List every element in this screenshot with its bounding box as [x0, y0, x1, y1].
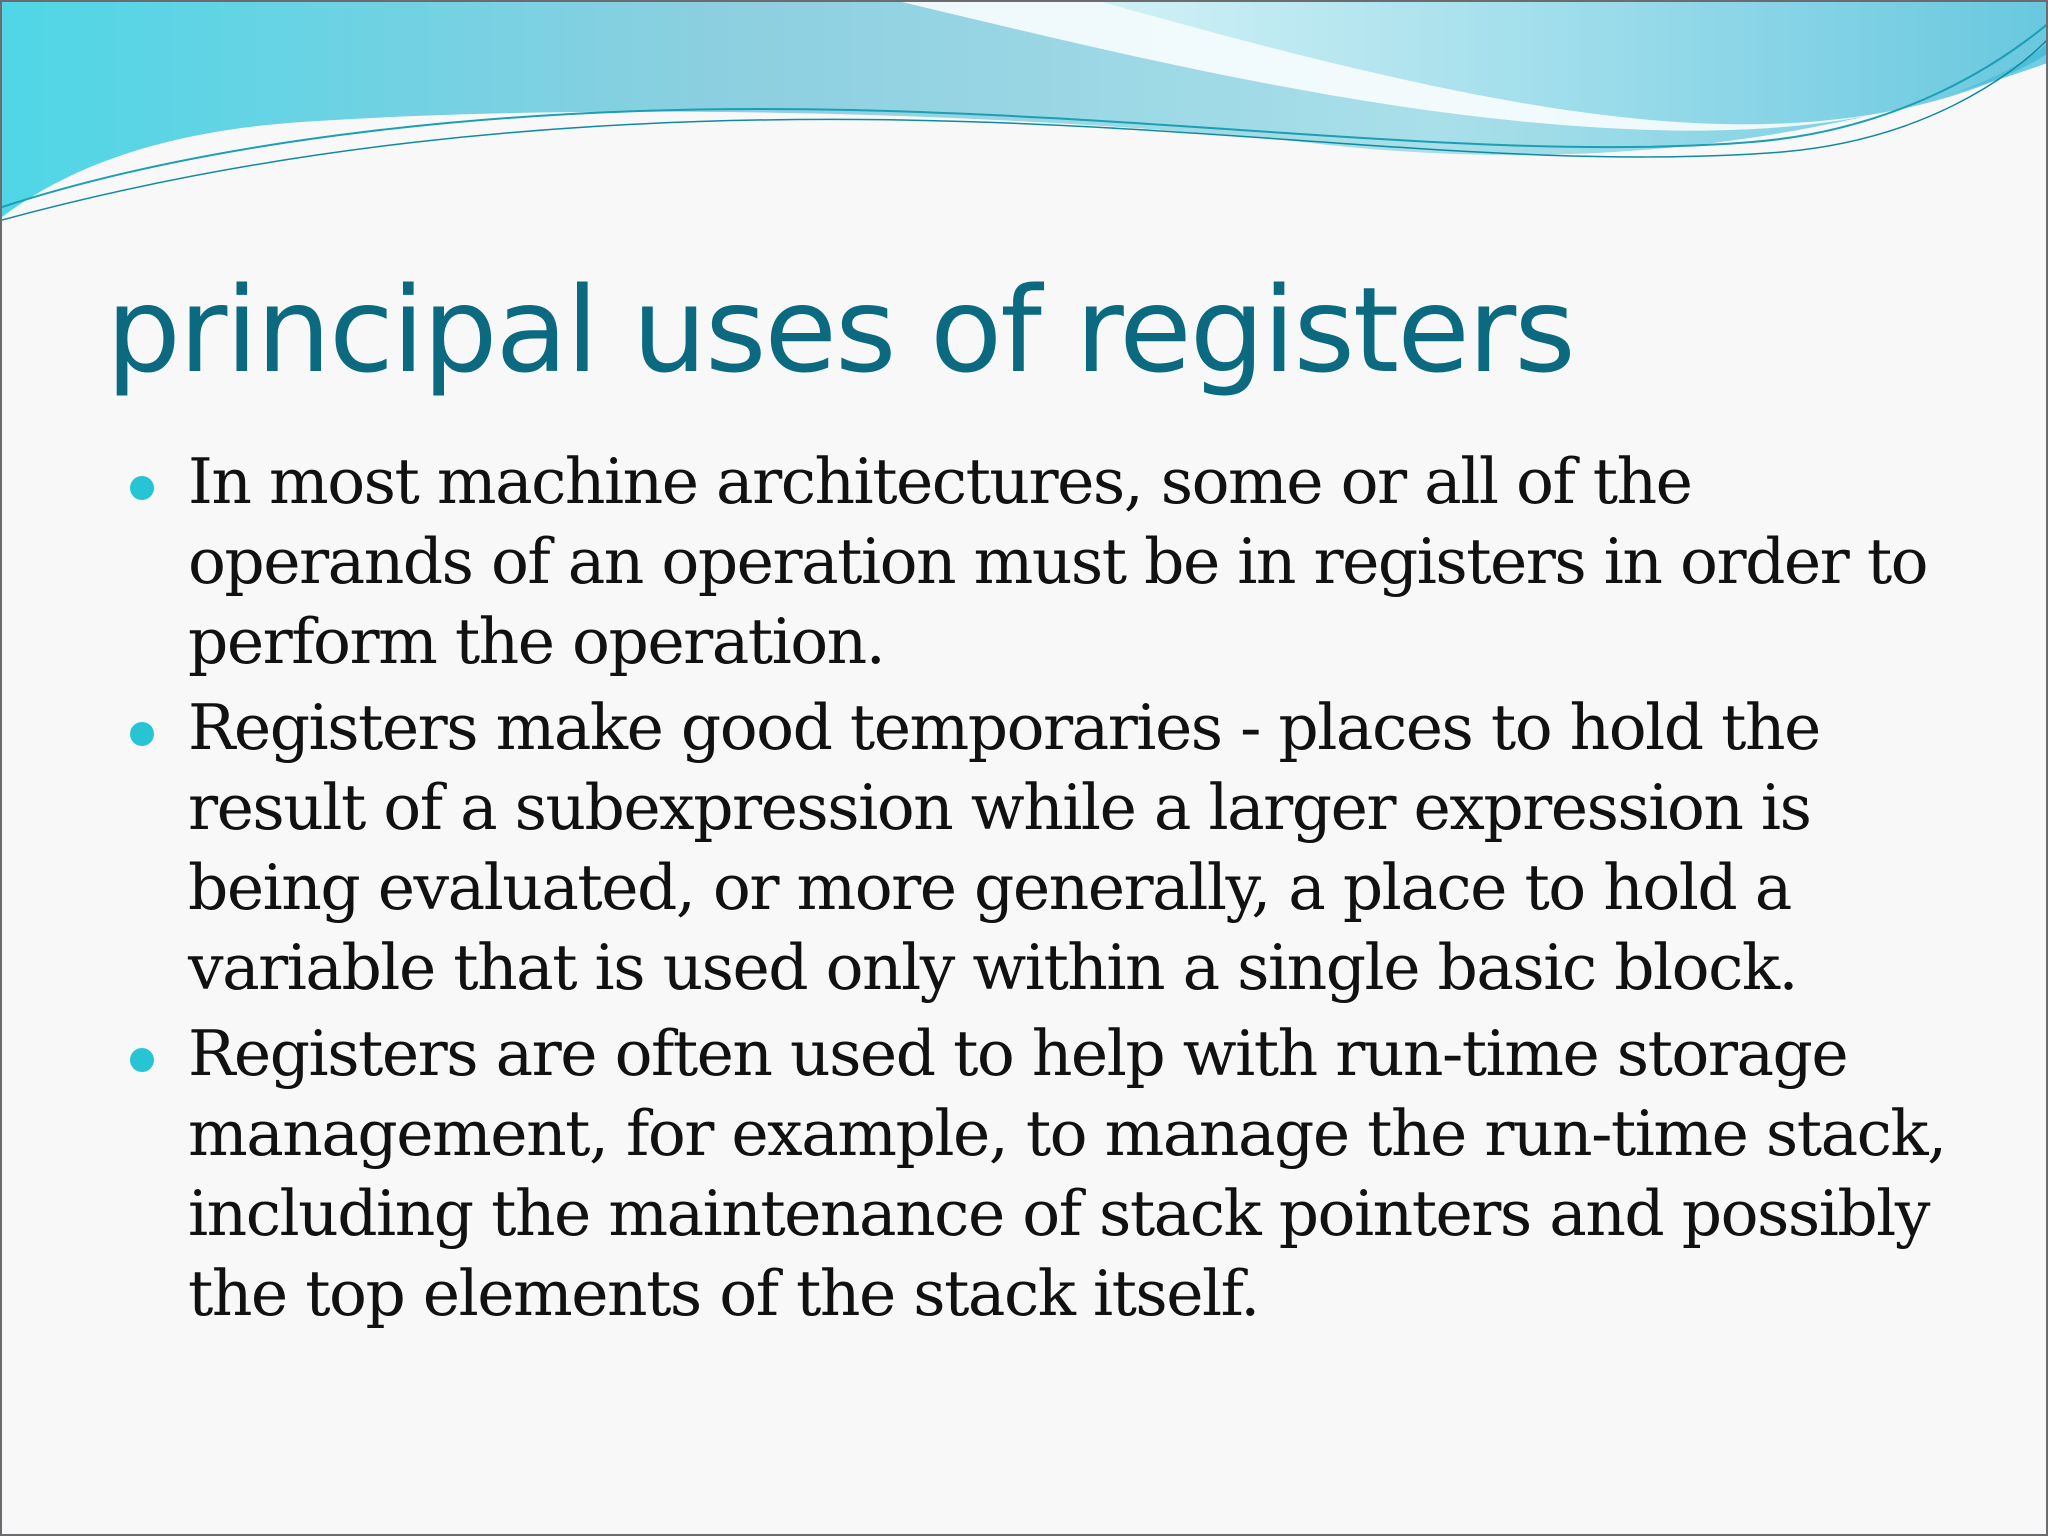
bullet-list	[130, 442, 1990, 1340]
bullet-item	[130, 688, 1990, 1008]
bullet-dot-icon	[130, 722, 154, 746]
bullet-item	[130, 442, 1990, 682]
bullet-text: Registers make good temporaries - places to hold the result of a subexpression while a larger expression is being evaluated, or more generally, a place to hold a variable that is used only within a single basic block.	[188, 691, 1820, 1004]
bullet-text: Registers are often used to help with run-time storage management, for example, to manage the run-time stack, including the maintenance of stack pointers and possibly the top elements of the stack itself.	[188, 1017, 1946, 1330]
bullet-text: In most machine architectures, some or all of the operands of an operation must be in registers in order to perform the operation.	[188, 445, 1928, 678]
bullet-dot-icon	[130, 476, 154, 500]
header-wave-decoration	[2, 2, 2048, 242]
bullet-dot-icon	[130, 1048, 154, 1072]
bullet-item	[130, 1014, 1990, 1334]
slide-title: principal uses of registers	[106, 261, 1574, 399]
